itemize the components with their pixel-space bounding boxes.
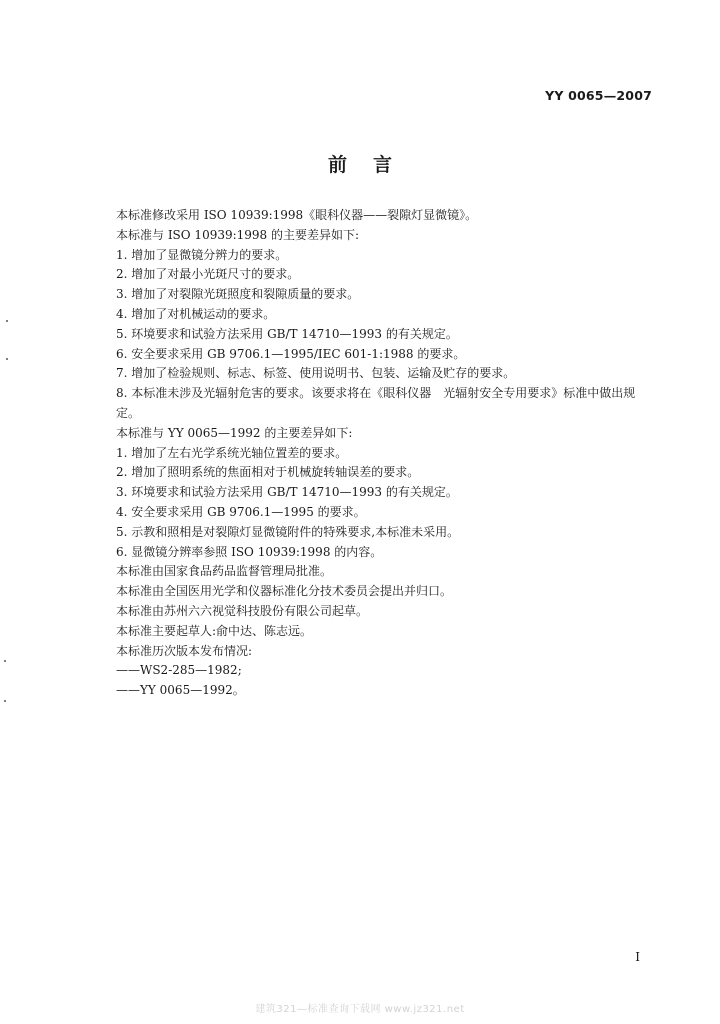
- list-item: 6. 显微镜分辨率参照 ISO 10939:1998 的内容。: [116, 544, 383, 559]
- paragraph: 本标准由苏州六六视觉科技股份有限公司起草。: [116, 603, 369, 618]
- list-item: 6. 安全要求采用 GB 9706.1—1995/IEC 601-1:1988 的要求。: [116, 346, 466, 361]
- scan-speck: [6, 320, 8, 322]
- standard-number: YY 0065—2007: [545, 88, 652, 103]
- list-item: 1. 增加了左右光学系统光轴位置差的要求。: [116, 445, 348, 460]
- paragraph: 本标准与 ISO 10939:1998 的主要差异如下:: [116, 227, 360, 242]
- list-item: 2. 增加了对最小光斑尺寸的要求。: [116, 267, 300, 282]
- list-item: 5. 环境要求和试验方法采用 GB/T 14710—1993 的有关规定。: [116, 326, 458, 341]
- list-item: 3. 环境要求和试验方法采用 GB/T 14710—1993 的有关规定。: [116, 485, 458, 500]
- list-item: 4. 增加了对机械运动的要求。: [116, 306, 276, 321]
- paragraph: 本标准与 YY 0065—1992 的主要差异如下:: [116, 425, 353, 440]
- paragraph: 本标准修改采用 ISO 10939:1998《眼科仪器——裂隙灯显微镜》。: [116, 208, 478, 222]
- watermark: 建筑321—标准查询下载网 www.jz321.net: [255, 1004, 465, 1015]
- list-item: 3. 增加了对裂隙光斑照度和裂隙质量的要求。: [116, 287, 360, 302]
- list-item: 4. 安全要求采用 GB 9706.1—1995 的要求。: [116, 504, 366, 519]
- paragraph: 本标准主要起草人:俞中达、陈志远。: [116, 623, 313, 638]
- list-item: ——WS2-285—1982;: [116, 663, 242, 678]
- list-item: 8. 本标准未涉及光辐射危害的要求。该要求将在《眼科仪器 光辐射安全专用要求》标准中做出规定。: [116, 386, 636, 420]
- list-item: ——YY 0065—1992。: [116, 683, 245, 698]
- page-title: 前言: [327, 154, 418, 176]
- scan-speck: [4, 660, 6, 662]
- list-item: 1. 增加了显微镜分辨力的要求。: [116, 247, 288, 262]
- page-number: I: [635, 950, 640, 964]
- list-item: 7. 增加了检验规则、标志、标签、使用说明书、包装、运输及贮存的要求。: [116, 366, 516, 381]
- list-item: 5. 示教和照相是对裂隙灯显微镜附件的特殊要求,本标准未采用。: [116, 524, 460, 539]
- list-item: 2. 增加了照明系统的焦面相对于机械旋转轴误差的要求。: [116, 465, 420, 480]
- scan-speck: [6, 358, 8, 360]
- document-body: [116, 206, 644, 701]
- paragraph: 本标准历次版本发布情况:: [116, 643, 253, 658]
- paragraph: 本标准由国家食品药品监督管理局批准。: [116, 564, 333, 579]
- paragraph: 本标准由全国医用光学和仪器标准化分技术委员会提出并归口。: [116, 584, 453, 599]
- scan-speck: [4, 700, 6, 702]
